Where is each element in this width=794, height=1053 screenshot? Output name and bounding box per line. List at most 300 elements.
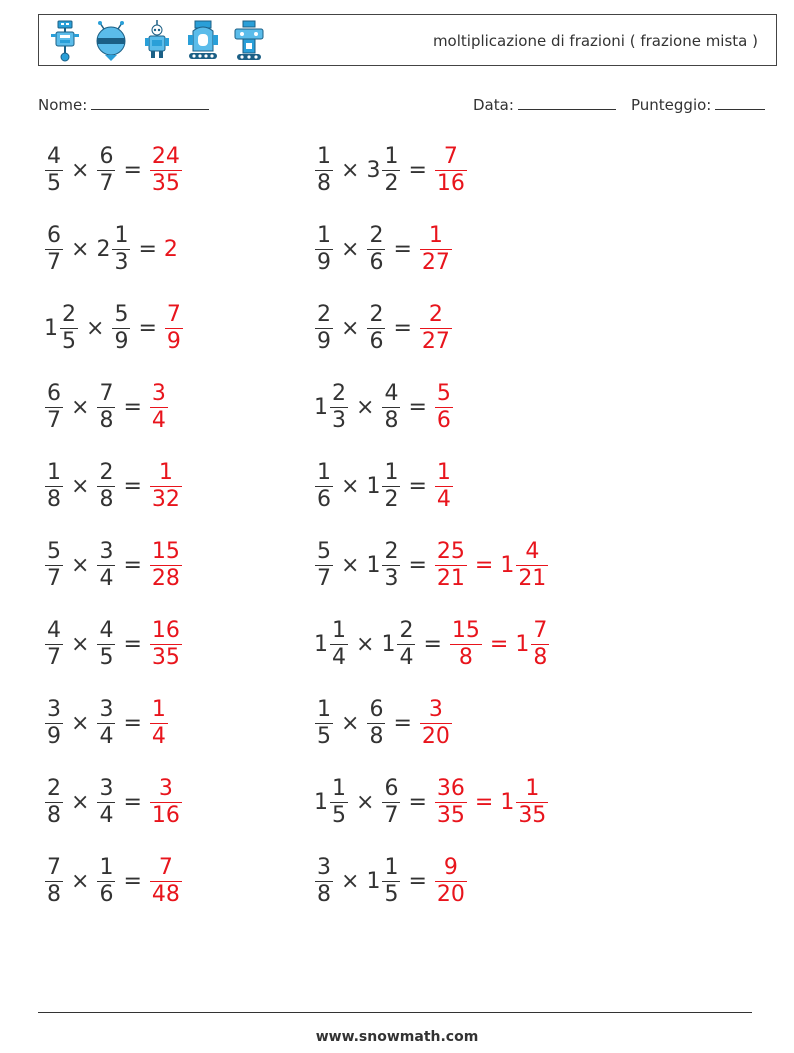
problem-right-10 <box>314 855 468 908</box>
numerator: 15 <box>451 618 480 643</box>
answer-value <box>149 618 183 671</box>
date-blank[interactable] <box>518 94 616 110</box>
equals-sign: = <box>123 394 142 420</box>
factor-a <box>44 618 64 671</box>
denominator: 5 <box>62 329 76 354</box>
robot-icon <box>47 19 83 63</box>
answer <box>434 381 454 434</box>
factor-a <box>44 697 64 750</box>
times-sign: × <box>341 315 360 341</box>
equals-sign: = <box>393 710 412 736</box>
whole-number: 1 <box>314 394 328 420</box>
answer <box>434 460 454 513</box>
factor-b <box>366 144 401 197</box>
numerator: 3 <box>47 697 61 722</box>
equals-sign: = <box>408 868 427 894</box>
denominator: 16 <box>436 171 465 196</box>
times-sign: × <box>71 552 90 578</box>
footer-website: www.snowmath.com <box>315 1029 479 1045</box>
numerator: 3 <box>158 776 173 801</box>
equals-sign: = <box>474 789 494 815</box>
fraction <box>382 460 400 513</box>
equals-sign: = <box>123 552 142 578</box>
factor-b <box>96 855 116 908</box>
times-sign: × <box>341 157 360 183</box>
fraction <box>165 302 183 355</box>
answer-value <box>500 539 549 592</box>
fraction <box>382 855 400 908</box>
answer-value <box>164 302 184 355</box>
fraction <box>315 697 333 750</box>
factor-b <box>96 144 116 197</box>
denominator: 28 <box>151 566 180 591</box>
denominator: 8 <box>317 171 331 196</box>
times-sign: × <box>86 315 105 341</box>
factor-a <box>314 223 334 276</box>
numerator: 2 <box>99 460 114 485</box>
problem-left-2 <box>44 223 178 276</box>
numerator: 6 <box>99 144 114 169</box>
factor-b <box>381 618 416 671</box>
factor-a <box>314 460 334 513</box>
fraction <box>45 697 63 750</box>
equals-sign: = <box>138 315 157 341</box>
problem-right-8 <box>314 697 453 750</box>
numerator: 2 <box>384 539 399 564</box>
whole-number: 3 <box>366 157 381 183</box>
denominator: 4 <box>399 645 414 670</box>
fraction <box>330 776 348 829</box>
denominator: 3 <box>114 250 129 275</box>
denominator: 4 <box>99 724 114 749</box>
date-label: Data: <box>473 96 514 114</box>
times-sign: × <box>356 394 375 420</box>
denominator: 7 <box>47 250 61 275</box>
equals-sign: = <box>393 236 412 262</box>
denominator: 9 <box>47 724 61 749</box>
numerator: 7 <box>533 618 548 643</box>
numerator: 1 <box>332 618 346 643</box>
numerator: 25 <box>436 539 465 564</box>
factor-b <box>366 855 401 908</box>
problem-right-2 <box>314 223 453 276</box>
denominator: 4 <box>436 487 451 512</box>
fraction <box>315 223 333 276</box>
equals-sign: = <box>123 789 142 815</box>
times-sign: × <box>71 631 90 657</box>
denominator: 8 <box>99 487 114 512</box>
answer-value <box>434 381 454 434</box>
denominator: 2 <box>384 171 399 196</box>
times-sign: × <box>71 157 90 183</box>
fraction <box>45 381 63 434</box>
answer-value <box>149 697 169 750</box>
numerator: 1 <box>47 460 61 485</box>
whole-number: 2 <box>163 236 178 262</box>
denominator: 8 <box>47 487 61 512</box>
problem-right-3 <box>314 302 453 355</box>
denominator: 8 <box>317 882 331 907</box>
factor-b <box>381 381 401 434</box>
problem-left-3 <box>44 302 184 355</box>
problem-right-1 <box>314 144 468 197</box>
denominator: 6 <box>369 329 384 354</box>
numerator: 5 <box>436 381 451 406</box>
fraction <box>435 855 467 908</box>
denominator: 2 <box>384 487 399 512</box>
fraction <box>382 381 400 434</box>
denominator: 7 <box>47 645 61 670</box>
robot-icon <box>185 19 221 63</box>
whole-number: 1 <box>314 631 328 657</box>
answer <box>419 697 453 750</box>
numerator: 1 <box>317 223 331 248</box>
denominator: 21 <box>518 566 547 591</box>
fraction <box>315 302 333 355</box>
worksheet-title: moltiplicazione di frazioni ( frazione mista ) <box>432 32 758 50</box>
fraction <box>367 302 385 355</box>
equals-sign: = <box>408 789 427 815</box>
fraction <box>150 460 182 513</box>
factor-a <box>314 302 334 355</box>
whole-number: 1 <box>366 473 381 499</box>
fraction <box>330 618 348 671</box>
times-sign: × <box>341 236 360 262</box>
numerator: 1 <box>151 697 166 722</box>
denominator: 3 <box>332 408 346 433</box>
problem-left-8 <box>44 697 169 750</box>
numerator: 7 <box>158 855 173 880</box>
fraction <box>45 618 63 671</box>
fraction <box>150 539 182 592</box>
fraction <box>435 776 467 829</box>
fraction <box>315 539 333 592</box>
factor-a <box>314 381 349 434</box>
fraction <box>97 144 115 197</box>
times-sign: × <box>71 473 90 499</box>
numerator: 7 <box>47 855 61 880</box>
numerator: 2 <box>332 381 346 406</box>
equals-sign: = <box>489 631 509 657</box>
name-blank[interactable] <box>91 94 209 110</box>
denominator: 20 <box>421 724 450 749</box>
equals-sign: = <box>138 236 157 262</box>
denominator: 9 <box>317 250 331 275</box>
fraction <box>420 697 452 750</box>
problem-left-1 <box>44 144 183 197</box>
footer-divider <box>38 1012 752 1013</box>
fraction <box>516 539 548 592</box>
factor-a <box>314 697 334 750</box>
numerator: 1 <box>384 855 399 880</box>
denominator: 4 <box>99 566 114 591</box>
problem-left-4 <box>44 381 169 434</box>
fraction <box>97 618 115 671</box>
denominator: 7 <box>47 566 61 591</box>
answer-value <box>434 776 468 829</box>
fraction <box>97 460 115 513</box>
answer-value <box>419 302 453 355</box>
fraction <box>112 302 130 355</box>
numerator: 1 <box>332 776 346 801</box>
times-sign: × <box>71 236 90 262</box>
name-label: Nome: <box>38 96 88 114</box>
times-sign: × <box>356 631 375 657</box>
denominator: 16 <box>151 803 180 828</box>
numerator: 1 <box>384 460 399 485</box>
answer <box>164 302 184 355</box>
whole-number: 1 <box>44 315 58 341</box>
denominator: 6 <box>317 487 331 512</box>
denominator: 35 <box>436 803 465 828</box>
denominator: 3 <box>384 566 399 591</box>
numerator: 9 <box>443 855 458 880</box>
numerator: 6 <box>47 223 61 248</box>
answer <box>149 697 169 750</box>
numerator: 1 <box>384 144 399 169</box>
denominator: 5 <box>384 882 399 907</box>
answer <box>149 460 183 513</box>
denominator: 5 <box>99 645 114 670</box>
numerator: 3 <box>99 539 114 564</box>
answer-value <box>164 237 178 263</box>
answer <box>149 618 183 671</box>
answer-value <box>149 144 183 197</box>
problem-left-10 <box>44 855 183 908</box>
numerator: 5 <box>114 302 129 327</box>
numerator: 3 <box>99 776 114 801</box>
times-sign: × <box>341 552 360 578</box>
factor-b <box>366 697 386 750</box>
factor-b <box>111 302 131 355</box>
equals-sign: = <box>474 552 494 578</box>
fraction <box>150 144 182 197</box>
fraction <box>315 855 333 908</box>
fraction <box>397 618 415 671</box>
answer <box>149 776 183 829</box>
factor-b <box>366 302 386 355</box>
denominator: 8 <box>47 882 61 907</box>
whole-number: 1 <box>314 789 328 815</box>
whole-number: 1 <box>381 631 396 657</box>
denominator: 7 <box>47 408 61 433</box>
whole-number: 1 <box>515 631 530 657</box>
equals-sign: = <box>393 315 412 341</box>
answer <box>149 855 183 908</box>
factor-b <box>96 539 116 592</box>
denominator: 35 <box>518 803 547 828</box>
robot-icons <box>47 19 267 63</box>
answer-value <box>449 618 483 671</box>
answer-value <box>515 618 550 671</box>
factor-a <box>314 618 349 671</box>
equals-sign: = <box>408 157 427 183</box>
denominator: 9 <box>114 329 129 354</box>
factor-b <box>96 460 116 513</box>
numerator: 2 <box>47 776 61 801</box>
score-field <box>631 94 765 114</box>
factor-a <box>44 144 64 197</box>
fraction <box>516 776 548 829</box>
denominator: 5 <box>47 171 61 196</box>
denominator: 8 <box>99 408 114 433</box>
worksheet-header <box>38 14 777 66</box>
numerator: 5 <box>317 539 331 564</box>
denominator: 48 <box>151 882 180 907</box>
denominator: 7 <box>99 171 114 196</box>
factor-a <box>314 539 334 592</box>
problem-right-9 <box>314 776 549 829</box>
denominator: 8 <box>47 803 61 828</box>
robot-icon <box>93 19 129 63</box>
answer <box>434 144 468 197</box>
factor-a <box>44 776 64 829</box>
fraction <box>97 855 115 908</box>
numerator: 6 <box>384 776 399 801</box>
fraction <box>420 302 452 355</box>
factor-b <box>96 776 116 829</box>
robot-icon <box>231 19 267 63</box>
numerator: 16 <box>151 618 180 643</box>
denominator: 35 <box>151 645 180 670</box>
answer-value <box>434 539 468 592</box>
fraction <box>150 381 168 434</box>
fraction <box>45 460 63 513</box>
answer <box>449 618 550 671</box>
numerator: 2 <box>62 302 76 327</box>
problem-right-7 <box>314 618 550 671</box>
problem-right-6 <box>314 539 549 592</box>
problem-left-5 <box>44 460 183 513</box>
robot-icon <box>139 19 175 63</box>
fraction <box>150 618 182 671</box>
name-field <box>38 94 209 114</box>
numerator: 1 <box>158 460 173 485</box>
fraction <box>112 223 130 276</box>
numerator: 1 <box>99 855 114 880</box>
numerator: 3 <box>317 855 331 880</box>
problem-left-6 <box>44 539 183 592</box>
answer-value <box>149 460 183 513</box>
factor-b <box>366 460 401 513</box>
equals-sign: = <box>423 631 442 657</box>
numerator: 1 <box>525 776 540 801</box>
denominator: 6 <box>369 250 384 275</box>
fraction <box>150 776 182 829</box>
answer-value <box>149 539 183 592</box>
factor-a <box>44 460 64 513</box>
factor-b <box>366 539 401 592</box>
numerator: 2 <box>369 302 384 327</box>
equals-sign: = <box>123 631 142 657</box>
equals-sign: = <box>123 473 142 499</box>
date-field <box>473 94 616 114</box>
numerator: 4 <box>47 144 61 169</box>
times-sign: × <box>71 394 90 420</box>
times-sign: × <box>341 473 360 499</box>
whole-number: 1 <box>500 552 515 578</box>
numerator: 4 <box>99 618 114 643</box>
fraction <box>450 618 482 671</box>
numerator: 4 <box>525 539 540 564</box>
whole-number: 1 <box>366 868 381 894</box>
answer-value <box>149 776 183 829</box>
numerator: 24 <box>151 144 180 169</box>
fraction <box>97 697 115 750</box>
answer <box>419 223 453 276</box>
denominator: 27 <box>421 329 450 354</box>
numerator: 7 <box>443 144 458 169</box>
answer-value <box>500 776 549 829</box>
denominator: 5 <box>332 803 346 828</box>
whole-number: 1 <box>366 552 381 578</box>
fraction <box>45 539 63 592</box>
fraction <box>420 223 452 276</box>
numerator: 15 <box>151 539 180 564</box>
denominator: 4 <box>151 408 166 433</box>
answer-value <box>434 460 454 513</box>
equals-sign: = <box>123 157 142 183</box>
numerator: 3 <box>151 381 166 406</box>
problem-left-9 <box>44 776 183 829</box>
factor-a <box>314 776 349 829</box>
score-blank[interactable] <box>715 94 765 110</box>
numerator: 36 <box>436 776 465 801</box>
times-sign: × <box>341 710 360 736</box>
fraction <box>382 776 400 829</box>
factor-a <box>44 302 79 355</box>
numerator: 4 <box>384 381 399 406</box>
answer-value <box>434 855 468 908</box>
denominator: 4 <box>151 724 166 749</box>
denominator: 8 <box>533 645 548 670</box>
answer-value <box>149 381 169 434</box>
factor-b <box>366 223 386 276</box>
factor-a <box>44 381 64 434</box>
fraction <box>60 302 78 355</box>
denominator: 7 <box>317 566 331 591</box>
fraction <box>435 381 453 434</box>
fraction <box>97 381 115 434</box>
numerator: 4 <box>47 618 61 643</box>
denominator: 4 <box>99 803 114 828</box>
answer <box>149 144 183 197</box>
numerator: 2 <box>369 223 384 248</box>
fraction <box>150 697 168 750</box>
times-sign: × <box>71 789 90 815</box>
fraction <box>382 144 400 197</box>
denominator: 6 <box>436 408 451 433</box>
denominator: 27 <box>421 250 450 275</box>
times-sign: × <box>71 868 90 894</box>
factor-a <box>314 144 334 197</box>
numerator: 6 <box>369 697 384 722</box>
problem-right-4 <box>314 381 454 434</box>
numerator: 2 <box>428 302 443 327</box>
factor-a <box>44 539 64 592</box>
whole-number: 1 <box>500 789 515 815</box>
factor-b <box>96 697 116 750</box>
fraction <box>367 697 385 750</box>
fraction <box>435 144 467 197</box>
denominator: 35 <box>151 171 180 196</box>
numerator: 1 <box>317 697 331 722</box>
answer-value <box>419 223 453 276</box>
fraction <box>435 539 467 592</box>
answer <box>434 776 549 829</box>
whole-number: 2 <box>96 236 111 262</box>
numerator: 1 <box>428 223 443 248</box>
